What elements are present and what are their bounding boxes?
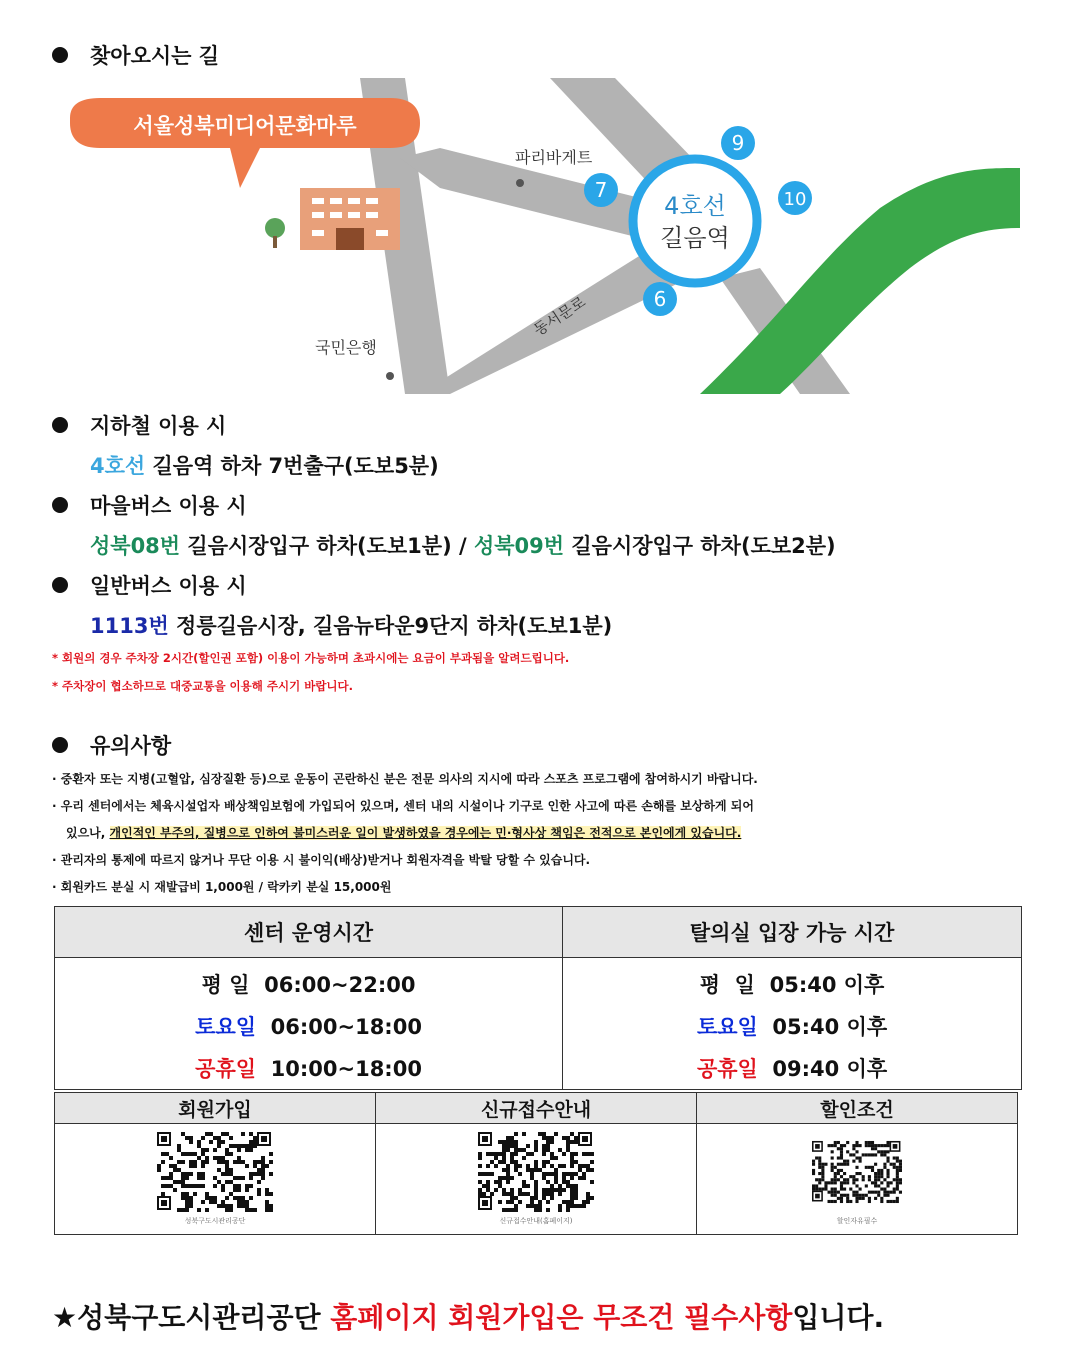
qr-header-registration: 신규접수안내: [376, 1093, 697, 1124]
svg-text:6: 6: [653, 287, 667, 311]
station-name: 길음역: [660, 224, 730, 252]
bullet-icon: [52, 47, 68, 63]
label-kookmin: 국민은행: [315, 338, 377, 357]
exit-10: [778, 181, 812, 215]
qr-table: [54, 1092, 1018, 1235]
bubble-text: 서울성북미디어문화마루: [133, 114, 357, 138]
hours-row: [55, 958, 1022, 1006]
qr-caption: 성북구도시관리공단: [184, 1217, 246, 1225]
star-icon: ★: [52, 1301, 78, 1334]
saturday-time: 06:00~18:00: [270, 1015, 422, 1039]
village-bus-1: 성북08번: [90, 534, 181, 558]
caution-item-2-cont: [52, 824, 741, 841]
parking-note-2: * 주차장이 협소하므로 대중교통을 이용해 주시기 바랍니다.: [52, 679, 354, 693]
hours-row: [55, 1005, 1022, 1047]
footer-org: 성북구도시관리공단: [77, 1301, 331, 1334]
qr-code-icon[interactable]: [478, 1132, 594, 1212]
saturday-label: 토요일: [195, 1015, 257, 1039]
caution-item-2: · 우리 센터에서는 체육시설업자 배상책임보험에 가입되어 있으며, 센터 내의 시설이나 기구로 인한 사고에 따른 손해를 보상하게 되어: [52, 799, 754, 813]
station-line: 4호선: [664, 192, 726, 220]
bullet-icon: [52, 577, 68, 593]
village-bus-detail-2: 길음시장입구 하차(도보2분): [564, 534, 836, 558]
hours-header-locker: 탈의실 입장 가능 시간: [563, 907, 1022, 958]
footer-emphasis: 홈페이지 회원가입은 무조건 필수사항: [330, 1301, 793, 1334]
caution-item-2-highlight: 개인적인 부주의, 질병으로 인하여 불미스러운 일이 발생하였을 경우에는 민·형사상 책임은 전적으로 본인에게 있습니다.: [109, 826, 742, 840]
paris-dot: [516, 179, 524, 187]
qr-caption: 신규접수안내(홈페이지): [499, 1217, 573, 1225]
hours-table: [54, 906, 1022, 1090]
weekday-label-2: 평 일: [699, 973, 755, 997]
holiday-label-2: 공휴일: [696, 1057, 758, 1081]
qr-header-discount: 할인조건: [697, 1093, 1018, 1124]
exit-6: [643, 282, 677, 316]
village-bus-heading: 마을버스 이용 시: [52, 490, 247, 520]
qr-code-icon[interactable]: [157, 1132, 273, 1212]
road-label: 동서문로: [530, 292, 589, 340]
svg-text:10: 10: [783, 189, 807, 210]
exit-9: [721, 126, 755, 160]
saturday-time-2: 05:40 이후: [772, 1015, 888, 1039]
regular-bus-number: 1113번: [90, 614, 169, 638]
holiday-time: 10:00~18:00: [270, 1057, 422, 1081]
caution-item-2-prefix: 있으나,: [66, 826, 110, 840]
subway-detail: 길음역 하차 7번출구(도보5분): [145, 454, 439, 478]
svg-text:7: 7: [594, 178, 608, 202]
exit-7: [584, 173, 618, 207]
village-bus-detail-1: 길음시장입구 하차(도보1분) /: [180, 534, 474, 558]
subway-info: [90, 450, 439, 480]
location-map: [60, 78, 1020, 394]
caution-item-4: · 회원카드 분실 시 재발급비 1,000원 / 락카키 분실 15,000원: [52, 880, 392, 894]
parking-note-1: * 회원의 경우 주차장 2시간(할인권 포함) 이용이 가능하며 초과시에는 요금이 부과됨을 알려드립니다.: [52, 651, 570, 665]
station-ring: [633, 159, 757, 283]
tree-icon: [265, 218, 285, 248]
directions-heading: 찾아오시는 길: [52, 40, 219, 70]
subway-heading: 지하철 이용 시: [52, 410, 226, 440]
cautions-heading: 유의사항: [52, 730, 171, 760]
qr-header-signup: 회원가입: [55, 1093, 376, 1124]
holiday-time-2: 09:40 이후: [772, 1057, 888, 1081]
regular-bus-heading: 일반버스 이용 시: [52, 570, 247, 600]
hours-header-center: 센터 운영시간: [55, 907, 563, 958]
holiday-label: 공휴일: [195, 1057, 257, 1081]
svg-text:9: 9: [731, 131, 745, 155]
village-bus-2: 성북09번: [473, 534, 565, 558]
regular-bus-detail: 정릉길음시장, 길음뉴타운9단지 하차(도보1분): [168, 614, 613, 638]
caution-item-1: · 중환자 또는 지병(고혈압, 심장질환 등)으로 운동이 곤란하신 분은 전문 의사의 지시에 따라 스포츠 프로그램에 참여하시기 바랍니다.: [52, 772, 758, 786]
bullet-icon: [52, 497, 68, 513]
hours-row: [55, 1047, 1022, 1090]
label-paris: 파리바게트: [515, 148, 593, 167]
qr-code-icon[interactable]: [799, 1132, 915, 1212]
village-bus-info: [90, 530, 836, 560]
saturday-label-2: 토요일: [696, 1015, 758, 1039]
weekday-time: 06:00~22:00: [264, 973, 416, 997]
footer-end: 입니다.: [792, 1301, 885, 1334]
signup-notice: [52, 1296, 884, 1336]
caution-item-3: · 관리자의 통제에 따르지 않거나 무단 이용 시 불이익(배상)받거나 회원자격을 박탈 당할 수 있습니다.: [52, 853, 591, 867]
subway-line: 4호선: [90, 454, 146, 478]
weekday-label: 평 일: [201, 973, 250, 997]
building-icon: [300, 188, 400, 250]
regular-bus-info: [90, 610, 612, 640]
speech-bubble: [70, 98, 420, 188]
weekday-time-2: 05:40 이후: [769, 973, 885, 997]
bullet-icon: [52, 737, 68, 753]
kookmin-dot: [386, 372, 394, 380]
qr-caption: 할인자유필수: [836, 1217, 878, 1225]
bullet-icon: [52, 417, 68, 433]
